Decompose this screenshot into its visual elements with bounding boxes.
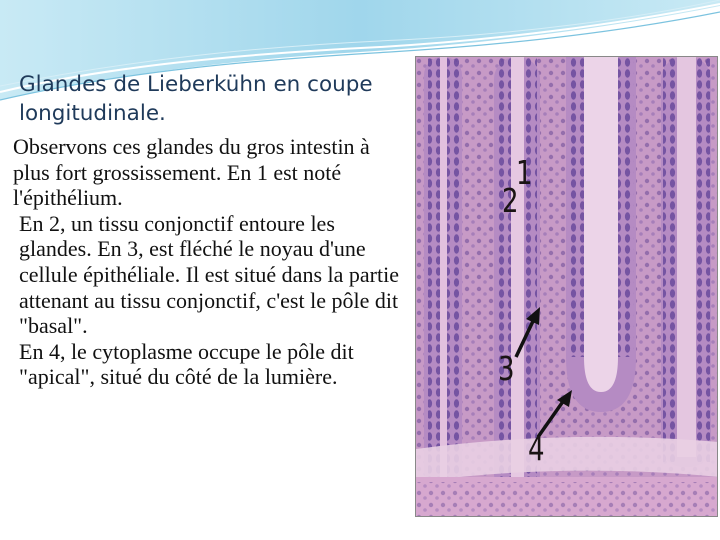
label-1: 1 <box>516 155 533 193</box>
micrograph-illustration <box>416 57 718 517</box>
slide-title: Glandes de Lieberkühn en coupe longitudinale. <box>19 72 373 126</box>
micrograph-image <box>415 56 718 517</box>
body-paragraph: En 4, le cytoplasme occupe le pôle dit "apical", situé du côté de la lumière. <box>19 338 354 390</box>
label-4: 4 <box>528 431 545 469</box>
slide-body <box>13 134 411 390</box>
body-paragraph: Observons ces glandes du gros intestin à plus fort grossissement. En 1 est noté l'épithélium. <box>13 134 370 211</box>
label-3: 3 <box>498 351 515 389</box>
label-2: 2 <box>502 183 519 221</box>
body-paragraph: En 2, un tissu conjonctif entoure les glandes. En 3, est fléché le noyau d'une cellule épithéliale. Il est situé dans la partie attenant au tissu conjonctif, c'est le pôle dit "basal". <box>19 210 399 339</box>
slide-text-block <box>13 70 411 390</box>
